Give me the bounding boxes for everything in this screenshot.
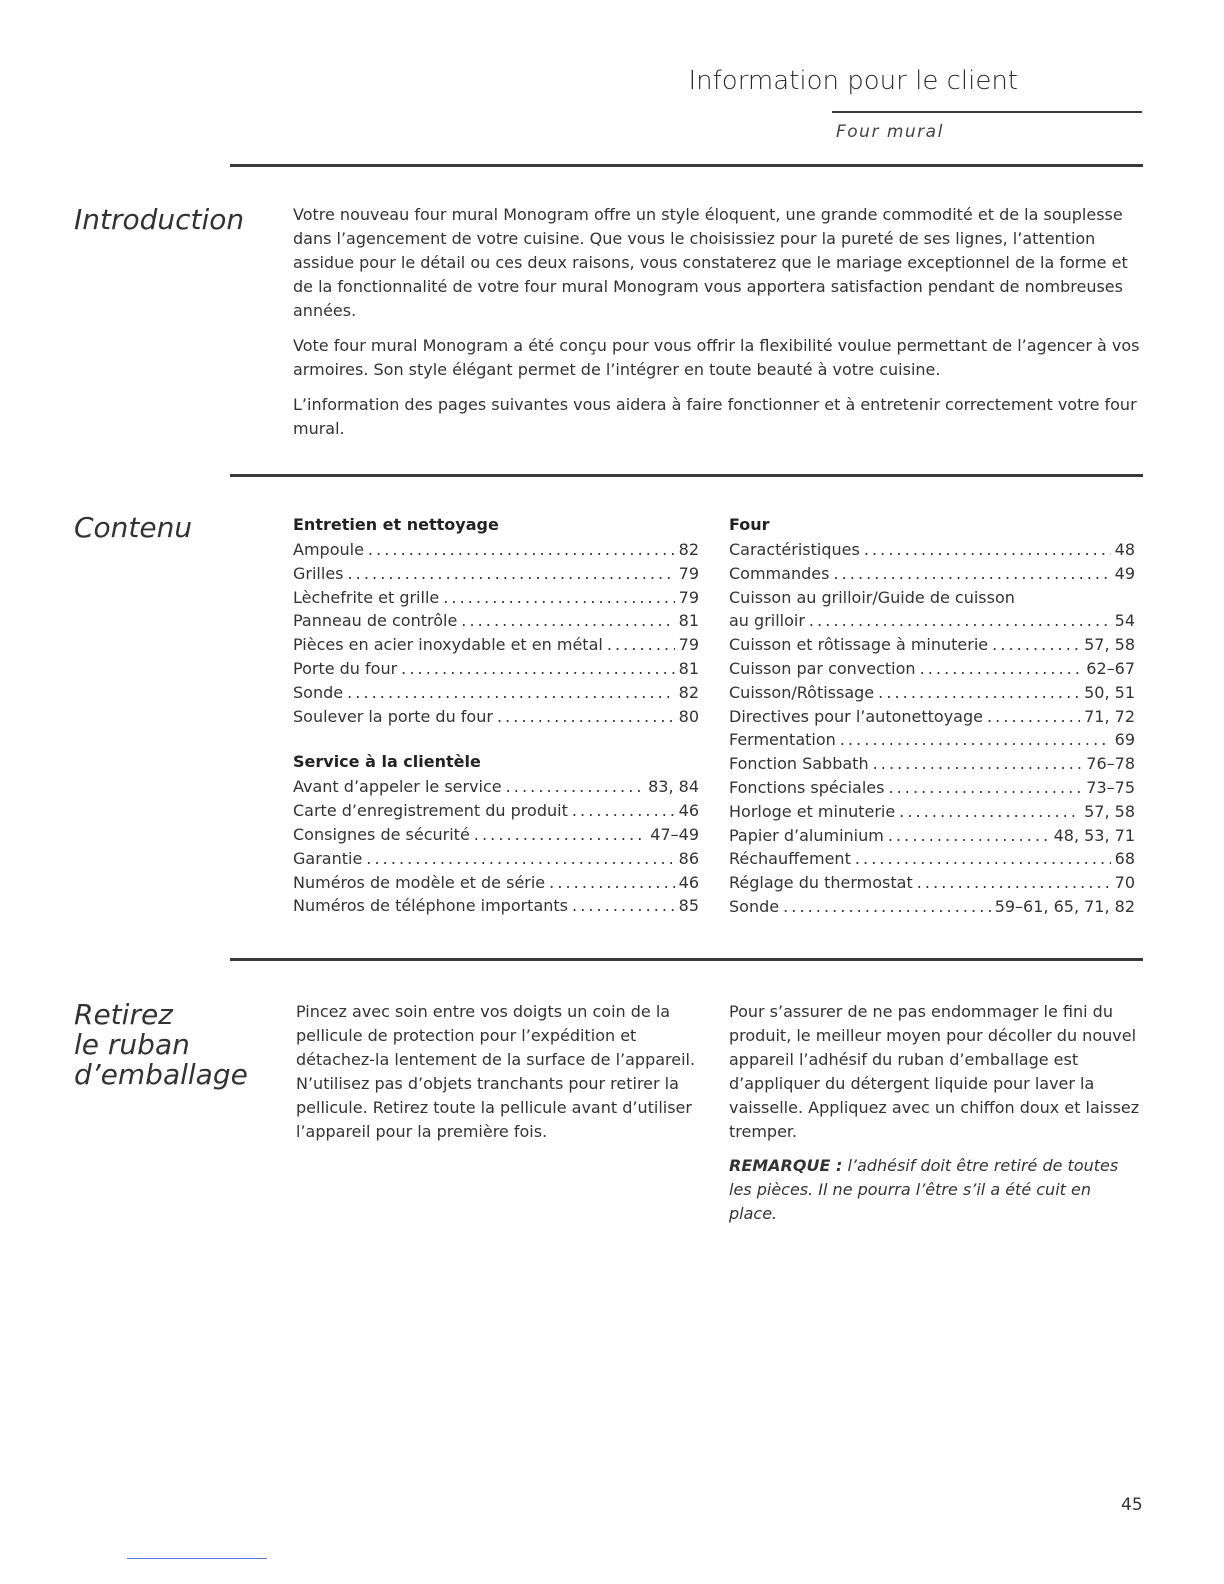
toc-item-label: Carte d’enregistrement du produit	[293, 801, 568, 821]
toc-leader-dots	[572, 799, 675, 823]
toc-item-page: 48, 53, 71	[1053, 825, 1135, 845]
toc-item	[729, 633, 1135, 657]
toc-item	[729, 871, 1135, 895]
toc-item-page: 50, 51	[1084, 682, 1135, 702]
toc-item	[729, 847, 1135, 871]
intro-paragraph: Vote four mural Monogram a été conçu pour vous offrir la flexibilité voulue permettant de l’agencer à vos armoires. Son style élégant permet de l’intégrer en toute beauté à votre cuisine.	[293, 336, 1140, 379]
toc-item-label: Grilles	[293, 563, 344, 583]
toc-leader-dots	[366, 847, 674, 871]
toc-leader-dots	[401, 657, 674, 681]
intro-paragraph: L’information des pages suivantes vous aidera à faire fonctionner et à entretenir correctement votre four mural.	[293, 395, 1137, 438]
toc-leader-dots	[840, 728, 1111, 752]
toc-leader-dots	[873, 752, 1083, 776]
toc-item-label: Horloge et minuterie	[729, 801, 896, 821]
toc-item	[293, 681, 699, 705]
toc-item	[729, 752, 1135, 776]
toc-item-label: Sonde	[293, 682, 344, 702]
footer-link-underline	[127, 1558, 267, 1559]
toc-item	[729, 776, 1135, 800]
toc-item-label: Consignes de sécurité	[293, 824, 470, 844]
toc-item-label: Pièces en acier inoxydable et en métal	[293, 635, 603, 655]
remarque-label: REMARQUE :	[729, 1156, 843, 1175]
toc-item	[293, 657, 699, 681]
toc-heading-entretien: Entretien et nettoyage	[293, 515, 499, 534]
retirez-right-text: Pour s’assurer de ne pas endommager le fini du produit, le meilleur moyen pour décoller du nouvel appareil l’adhésif du ruban d’emballage est d’appliquer du détergent liquide pour laver la vaisselle. Appliquez avec un chiffon doux et laissez tremper.	[729, 1002, 1140, 1141]
retirez-left-text-block	[296, 1000, 706, 1144]
toc-item	[293, 894, 699, 918]
toc-item-page: 59–61, 65, 71, 82	[994, 896, 1135, 916]
intro-paragraph: Votre nouveau four mural Monogram offre un style éloquent, une grande commodité et de la souplesse dans l’agencement de votre cuisine. Que vous le choisissiez pour la pureté de ses lignes, l’attention assidue pour le détail ou ces deux raisons, vous constaterez que le mariage exceptionnel de la forme et de la fonctionnalité de votre four mural Monogram vous apportera satisfaction pendant de nombreuses années.	[293, 205, 1128, 320]
toc-item-page: 57, 58	[1084, 635, 1135, 655]
toc-item-label: Papier d’aluminium	[729, 825, 884, 845]
section-divider	[230, 164, 1143, 167]
toc-leader-dots	[992, 633, 1080, 657]
toc-leader-dots	[474, 823, 646, 847]
toc-item-page: 49	[1114, 563, 1135, 583]
toc-item-label: Garantie	[293, 848, 363, 868]
toc-item-page: 46	[678, 801, 699, 821]
toc-item-page: 48	[1114, 540, 1135, 559]
toc-item	[293, 609, 699, 633]
retirez-title-line: le ruban	[74, 1028, 190, 1061]
toc-leader-dots	[783, 895, 991, 919]
toc-item	[293, 705, 699, 729]
toc-leader-dots	[888, 824, 1050, 848]
toc-item-label: Porte du four	[293, 658, 398, 678]
toc-leader-dots	[549, 871, 674, 895]
toc-item	[729, 609, 1135, 633]
retirez-left-text: Pincez avec soin entre vos doigts un coin de la pellicule de protection pour l’expédition et détachez-la lentement de la surface de l’appareil. N’utilisez pas d’objets tranchants pour retirer la pellicule. Retirez toute la pellicule avant d’utiliser l’appareil pour la première fois.	[296, 1002, 696, 1141]
toc-item-page: 71, 72	[1084, 706, 1135, 726]
toc-leader-dots	[917, 871, 1111, 895]
toc-item-label: Panneau de contrôle	[293, 611, 458, 631]
toc-leader-dots	[878, 681, 1080, 705]
toc-item	[293, 538, 699, 562]
toc-item-label: Réchauffement	[729, 849, 851, 869]
page-header-title: Information pour le client	[688, 66, 1018, 96]
toc-leader-dots	[443, 586, 674, 610]
toc-item-page: 46	[678, 872, 699, 892]
toc-item	[729, 562, 1135, 586]
toc-item	[293, 799, 699, 823]
toc-leader-dots	[572, 894, 675, 918]
toc-item-page: 79	[678, 635, 699, 655]
toc-leader-dots	[607, 633, 675, 657]
toc-item-page: 62–67	[1086, 658, 1135, 678]
toc-item-label: Commandes	[729, 563, 830, 583]
toc-leader-dots	[987, 705, 1080, 729]
toc-right-column	[729, 513, 1135, 919]
toc-item	[729, 705, 1135, 729]
toc-item	[729, 895, 1135, 919]
introduction-body	[293, 203, 1143, 441]
remarque-text: l’adhésif doit être retiré de toutes les pièces. Il ne pourra l’être s’il a été cuit en place.	[729, 1156, 1119, 1223]
toc-leader-dots	[368, 538, 675, 562]
toc-item	[293, 847, 699, 871]
toc-item-page: 54	[1114, 611, 1135, 631]
toc-item-label: au grilloir	[729, 611, 805, 631]
toc-item-label: Ampoule	[293, 540, 364, 559]
toc-left-column	[293, 513, 699, 918]
toc-item-page: 82	[678, 682, 699, 702]
toc-item-label: Caractéristiques	[729, 540, 860, 559]
introduction-title: Introduction	[74, 203, 245, 236]
toc-list-four	[729, 538, 1135, 586]
toc-item-page: 80	[678, 706, 699, 726]
toc-item-page: 81	[678, 658, 699, 678]
toc-item-page: 86	[678, 848, 699, 868]
toc-leader-dots	[855, 847, 1111, 871]
toc-item-label: Cuisson/Rôtissage	[729, 682, 875, 702]
toc-leader-dots	[864, 538, 1111, 562]
toc-item-page: 83, 84	[648, 777, 699, 797]
toc-item-page: 57, 58	[1084, 801, 1135, 821]
section-divider	[230, 474, 1143, 477]
toc-item	[293, 633, 699, 657]
toc-list-four	[729, 609, 1135, 918]
toc-item	[293, 586, 699, 610]
toc-item	[293, 775, 699, 799]
toc-item-page: 70	[1114, 873, 1135, 893]
toc-item-page: 79	[678, 587, 699, 607]
toc-item-page: 81	[678, 611, 699, 631]
page-number: 45	[1121, 1495, 1143, 1515]
toc-item-label: Directives pour l’autonettoyage	[729, 706, 983, 726]
toc-leader-dots	[347, 681, 675, 705]
toc-item-label: Fonctions spéciales	[729, 777, 885, 797]
toc-item-label: Numéros de téléphone importants	[293, 896, 569, 916]
toc-item-page: 73–75	[1086, 777, 1135, 797]
toc-item-label: Fonction Sabbath	[729, 754, 869, 774]
toc-leader-dots	[497, 705, 675, 729]
toc-leader-dots	[809, 609, 1111, 633]
toc-item-label: Sonde	[729, 896, 780, 916]
toc-item-page: 82	[678, 540, 699, 559]
toc-item-page: 69	[1114, 730, 1135, 750]
toc-item	[729, 681, 1135, 705]
toc-item-page: 85	[678, 896, 699, 916]
retirez-title	[74, 1000, 248, 1090]
toc-leader-dots	[348, 562, 675, 586]
toc-item-label: Cuisson et rôtissage à minuterie	[729, 635, 989, 655]
toc-leader-dots	[833, 562, 1110, 586]
toc-heading-service: Service à la clientèle	[293, 752, 481, 772]
retirez-right-text-block	[729, 1000, 1143, 1226]
toc-item-label: Cuisson au grilloir/Guide de cuisson	[729, 587, 1015, 607]
toc-leader-dots	[506, 775, 644, 799]
toc-item	[729, 824, 1135, 848]
toc-item	[293, 823, 699, 847]
retirez-title-line: d’emballage	[74, 1058, 248, 1091]
toc-item	[293, 562, 699, 586]
toc-item-page: 79	[678, 563, 699, 583]
toc-item	[729, 657, 1135, 681]
toc-leader-dots	[920, 657, 1083, 681]
toc-item-label: Fermentation	[729, 730, 836, 750]
toc-item-page: 76–78	[1086, 754, 1135, 774]
remarque-note	[729, 1154, 1143, 1226]
toc-list-entretien	[293, 538, 699, 728]
toc-leader-dots	[888, 776, 1082, 800]
toc-item-label: Avant d’appeler le service	[293, 777, 502, 797]
header-divider	[832, 111, 1142, 113]
retirez-title-line: Retirez	[74, 998, 173, 1031]
toc-item	[729, 728, 1135, 752]
toc-item-label: Numéros de modèle et de série	[293, 872, 546, 892]
page-header-subtitle: Four mural	[836, 122, 944, 142]
toc-item	[293, 871, 699, 895]
toc-heading-four: Four	[729, 515, 770, 534]
toc-leader-dots	[461, 609, 674, 633]
contenu-title: Contenu	[74, 511, 193, 544]
toc-item-label: Soulever la porte du four	[293, 706, 493, 726]
toc-item	[729, 538, 1135, 562]
toc-item-page: 68	[1114, 849, 1135, 869]
toc-item-label: Lèchefrite et grille	[293, 587, 440, 607]
toc-leader-dots	[899, 800, 1080, 824]
toc-item	[729, 800, 1135, 824]
toc-item-label: Cuisson par convection	[729, 658, 916, 678]
toc-item-page: 47–49	[650, 824, 699, 844]
section-divider	[230, 958, 1143, 961]
toc-item-label: Réglage du thermostat	[729, 873, 913, 893]
toc-list-service	[293, 775, 699, 918]
